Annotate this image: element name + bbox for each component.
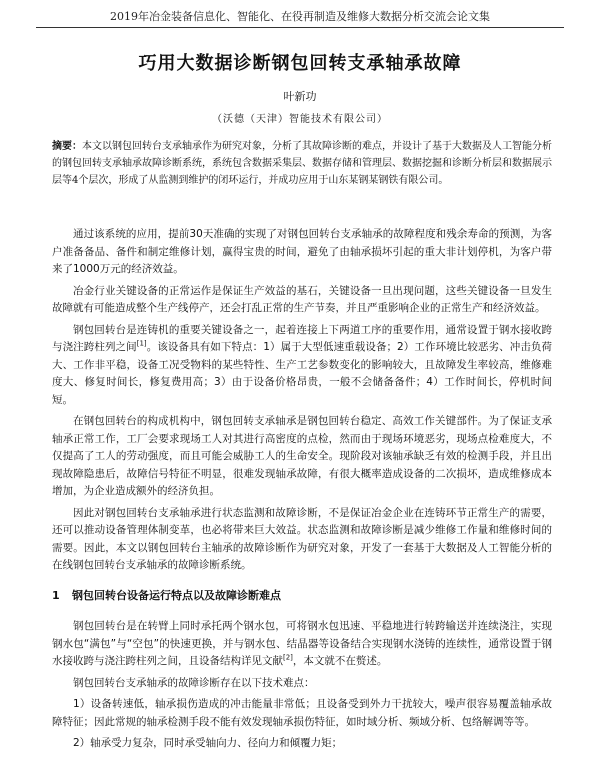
section-1-paragraph-1-text-b: ，本文就不在赘述。 [292, 655, 388, 667]
citation-ref-1[interactable]: [1] [136, 339, 147, 348]
intro-paragraph-1: 通过该系统的应用，提前30天准确的实现了对钢包回转台支承轴承的故障程度和残余寿命的预测，为客户准备备品、备件和制定维修计划，赢得宝贵的时间，避免了由轴承损坏引起的重大非计划停机，为客户带来了1000万元的经济效益。 [52, 228, 552, 275]
citation-ref-2[interactable]: [2] [283, 653, 293, 662]
abstract [52, 138, 552, 189]
running-header: 2019年冶金装备信息化、智能化、在役再制造及维修大数据分析交流会论文集 [110, 10, 490, 23]
section-1-number: 1 [52, 588, 60, 602]
intro-paragraph-3 [52, 322, 552, 410]
intro-paragraph-5: 因此对钢包回转台支承轴承进行状态监测和故障诊断，不是保证冶金企业在连铸环节正常生产的需要，还可以推动设备管理体制变革，也必将带来巨大效益。状态监测和故障诊断是减少维修工作量和维修时间的需要。因此，本文以钢包回转台主轴承的故障诊断作为研究对象，开发了一套基于大数据及人工智能分析的在线钢包回转台支承轴承的故障诊断系统。 [52, 506, 552, 571]
header-divider [36, 27, 564, 28]
section-1-paragraph-4: 2）轴承受力复杂，同时承受轴向力、径向力和倾覆力矩； [73, 737, 343, 749]
body-text [52, 220, 552, 757]
author-affiliation: （沃德（天津）智能技术有限公司） [212, 114, 388, 125]
section-1-paragraph-1 [52, 618, 552, 671]
intro-paragraph-2: 冶金行业关键设备的正常运作是保证生产效益的基石，关键设备一旦出现问题，这些关键设备一旦发生故障就有可能造成整个生产线停产，还会打乱正常的生产节奏，并且严重影响企业的正常生产和经济效益。 [52, 284, 552, 314]
section-1-paragraph-3: 1）设备转速低，轴承损伤造成的冲击能量非常低；且设备受到外力干扰较大，噪声很容易覆盖轴承故障特征；因此常规的轴承检测手段不能有效发现轴承损伤特征，如时域分析、频域分析、包络解调等等。 [52, 698, 552, 728]
intro-paragraph-4: 在钢包回转台的构成机构中，钢包回转支承轴承是钢包回转台稳定、高效工作关键部件。为了保证支承轴承正常工作，工厂会要求现场工人对其进行高密度的点检，然而由于现场环境恶劣，现场点检难度大，不仅提高了工人的劳动强度，而且可能会威胁工人的生命安全。现阶段对该轴承缺乏有效的检测手段，并且出现故障隐患后，故障信号特征不明显，很难发现轴承故障，有很大概率造成设备的二次损坏，造成维修成本增加，为企业造成额外的经济负担。 [52, 415, 552, 497]
abstract-label: 摘要： [52, 141, 82, 152]
intro-paragraph-3-text-b: 。该设备具有如下特点：1）属于大型低速重载设备；2）工作环境比较恶劣、冲击负荷大、工作非平稳，设备工况受物料的某些特性、生产工艺参数变化的影响较大，且故障发生率较高，维修难度大、修复时间长，修复费用高；3）由于设备价格昂贵，一般不会储备备件；4）工作时间长，停机时间短。 [52, 341, 553, 406]
author-name: 叶新功 [283, 90, 317, 103]
paper-title: 巧用大数据诊断钢包回转支承轴承故障 [138, 53, 462, 74]
section-1-title: 钢包回转台设备运行特点以及故障诊断难点 [72, 588, 281, 602]
section-1-paragraph-2: 钢包回转台支承轴承的故障诊断存在以下技术难点： [73, 676, 315, 689]
section-1-paragraph-1-text-a: 钢包回转台是在转臂上同时承托两个钢水包，可将钢水包迅速、平稳地进行转跨输送并连续浇注，实现钢水包“满包”与“空包”的快速更换，并与钢水包、结晶器等设备结合实现钢水浇铸的连续性，通常设置于钢水接收跨与浇注跨柱列之间，且设备结构详见文献 [52, 620, 552, 667]
abstract-text: 本文以钢包回转台支承轴承作为研究对象，分析了其故障诊断的难点，并设计了基于大数据及人工智能分析的钢包回转支承轴承故障诊断系统，系统包含数据采集层、数据存储和管理层、数据挖掘和诊断分析层和数据展示层等4个层次，形成了从监测到维护的闭环运行，并成功应用于山东某钢某钢铁有限公司。 [52, 141, 552, 186]
section-1-heading [52, 587, 552, 605]
intro-paragraph-3-text-a: 钢包回转台是连铸机的重要关键设备之一，起着连接上下两道工序的重要作用，通常设置于钢水接收跨与浇注跨柱列之间 [52, 323, 552, 353]
